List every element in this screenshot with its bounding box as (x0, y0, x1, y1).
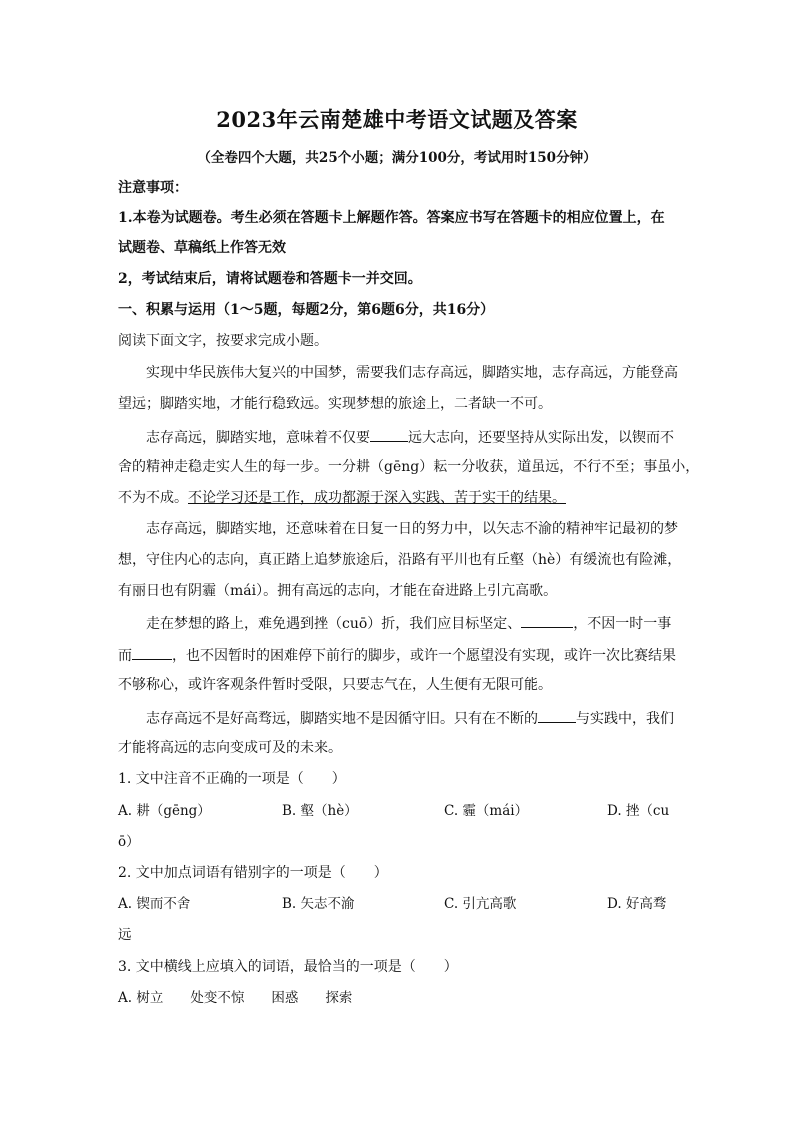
underlined-sentence: 不论学习还是工作，成功都源于深入实践、苦于实干的结果。 (188, 490, 566, 506)
fill-blank-4 (538, 707, 576, 723)
passage-p2-line-2: 舍的精神走稳走实人生的每一步。一分耕（gēng）耘一分收获，道虽远，不行不至；事虽小， (118, 459, 700, 475)
note-2: 2，考试结束后，请将试题卷和答题卡一并交回。 (118, 271, 422, 287)
question-3-option-a: A. 树立 处变不惊 困惑 探索 (118, 990, 353, 1006)
question-2-option-b: B. 矢志不渝 (282, 896, 355, 912)
question-2-option-d-wrap: 远 (118, 927, 132, 943)
passage-p5-line-2: 才能将高远的志向变成可及的未来。 (118, 740, 342, 756)
passage-p4-line-3: 不够称心，或许客观条件暂时受限，只要志气在，人生便有无限可能。 (118, 677, 552, 693)
notes-heading: 注意事项： (118, 180, 188, 196)
passage-p3-line-2: 想，守住内心的志向，真正踏上追梦旅途后，沿路有平川也有丘壑（hè）有缓流也有险滩， (118, 552, 682, 568)
question-1-option-d-wrap: ō） (118, 834, 140, 850)
passage-p1-line-1: 实现中华民族伟大复兴的中国梦，需要我们志存高远，脚踏实地，志存高远，方能登高 (146, 365, 678, 381)
fill-blank-1 (370, 426, 408, 442)
fill-blank-2 (521, 612, 573, 628)
passage-text: 不为不成。 (118, 490, 188, 506)
passage-text: 远大志向，还要坚持从实际出发，以锲而不 (408, 430, 674, 446)
question-2-stem: 2. 文中加点词语有错别字的一项是（ ） (118, 865, 388, 881)
question-3-stem: 3. 文中横线上应填入的词语，最恰当的一项是（ ） (118, 959, 458, 975)
question-2-option-d: D. 好高骛 (607, 896, 667, 912)
fill-blank-3 (132, 644, 172, 660)
question-1-option-d: D. 挫（cu (607, 803, 670, 819)
question-1-option-c: C. 霾（mái） (444, 803, 529, 819)
passage-p3-line-1: 志存高远，脚踏实地，还意味着在日复一日的努力中，以矢志不渝的精神牢记最初的梦 (146, 521, 678, 537)
passage-p3-line-3: 有丽日也有阴霾（mái）。拥有高远的志向，才能在奋进路上引亢高歌。 (118, 583, 558, 599)
question-2-option-c: C. 引亢高歌 (444, 896, 517, 912)
passage-p2-line-1 (146, 426, 676, 448)
passage-text: ，不因一时一事 (573, 616, 672, 632)
passage-text: 走在梦想的路上，难免遇到挫（cuō）折，我们应目标坚定、 (146, 616, 522, 632)
exam-subtitle: （全卷四个大题，共25个小题；满分100分，考试用时150分钟） (197, 150, 597, 166)
section-1-intro: 阅读下面文字，按要求完成小题。 (118, 333, 328, 349)
note-1-line-2: 试题卷、草稿纸上作答无效 (118, 240, 286, 256)
section-1-heading: 一、积累与运用（1～5题，每题2分，第6题6分，共16分） (118, 302, 495, 318)
exam-title: 2023年云南楚雄中考语文试题及答案 (216, 107, 578, 132)
passage-p2-line-3 (118, 488, 678, 508)
note-1-line-1: 1.本卷为试题卷。考生必须在答题卡上解题作答。答案应书写在答题卡的相应位置上，在 (118, 210, 665, 226)
passage-text: 志存高远不是好高骛远，脚踏实地不是因循守旧。只有在不断的 (146, 711, 538, 727)
passage-p4-line-2 (118, 644, 678, 666)
passage-text: 志存高远，脚踏实地，意味着不仅要 (146, 430, 370, 446)
question-1-stem: 1. 文中注音不正确的一项是（ ） (118, 771, 346, 787)
passage-p1-line-2: 望远；脚踏实地，才能行稳致远。实现梦想的旅途上，二者缺一不可。 (118, 396, 552, 412)
passage-text: 而 (118, 648, 132, 664)
question-2-option-a: A. 锲而不舍 (118, 896, 191, 912)
passage-p5-line-1 (146, 707, 676, 729)
passage-p4-line-1 (146, 612, 676, 634)
question-1-option-b: B. 壑（hè） (282, 803, 358, 819)
question-1-option-a: A. 耕（gēng） (118, 803, 211, 819)
passage-text: ，也不因暂时的困难停下前行的脚步，或许一个愿望没有实现，或许一次比赛结果 (172, 648, 676, 664)
passage-text: 与实践中，我们 (576, 711, 674, 727)
